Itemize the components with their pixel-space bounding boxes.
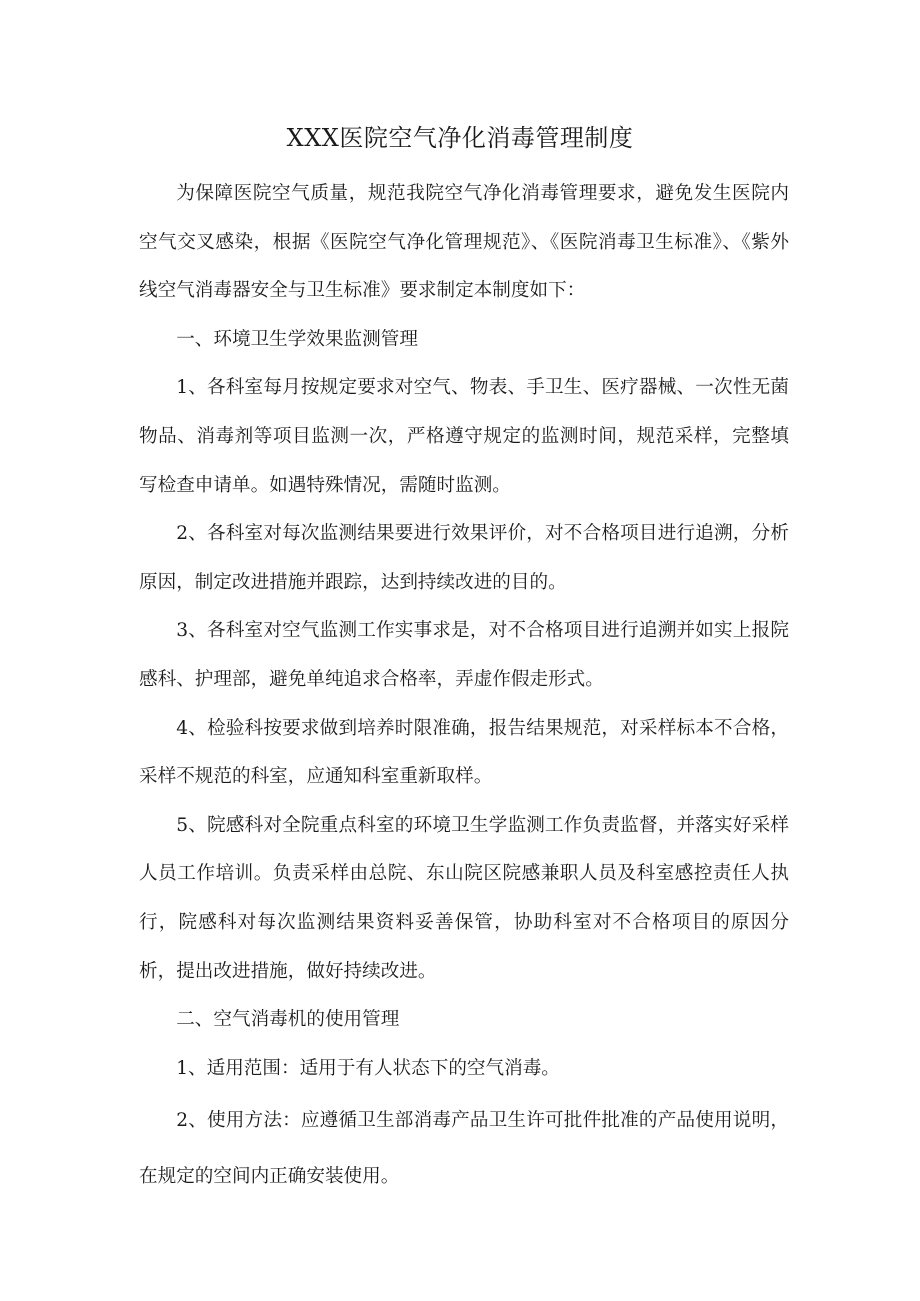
- section2-item-2: 2、使用方法：应遵循卫生部消毒产品卫生许可批件批准的产品使用说明，在规定的空间内正确安装使用。: [139, 1110, 789, 1188]
- section1-item-1: 1、各科室每月按规定要求对空气、物表、手卫生、医疗器械、一次性无菌物品、消毒剂等项目监测一次，严格遵守规定的监测时间，规范采样，完整填写检查申请单。如遇特殊情况，需随时监测。: [139, 377, 789, 496]
- section1-item-4: 4、检验科按要求做到培养时限准确，报告结果规范，对采样标本不合格，采样不规范的科室，应通知科室重新取样。: [139, 717, 789, 788]
- section1-item-5: 5、院感科对全院重点科室的环境卫生学监测工作负责监督，并落实好采样人员工作培训。负责采样由总院、东山院区院感兼职人员及科室感控责任人执行，院感科对每次监测结果资料妥善保管，协助科室对不合格项目的原因分析，提出改进措施，做好持续改进。: [139, 814, 789, 982]
- document-title: XXX医院空气净化消毒管理制度: [286, 124, 634, 152]
- section-heading-2: 二、空气消毒机的使用管理: [176, 1009, 400, 1031]
- section2-item-1: 1、适用范围：适用于有人状态下的空气消毒。: [176, 1057, 560, 1079]
- document-body: [139, 170, 789, 1205]
- section-heading-1: 一、环境卫生学效果监测管理: [176, 328, 418, 350]
- intro-paragraph: 为保障医院空气质量，规范我院空气净化消毒管理要求，避免发生医院内空气交叉感染，根据《医院空气净化管理规范》、《医院消毒卫生标准》、《紫外线空气消毒器安全与卫生标准》要求制定本制度如下：: [139, 183, 789, 302]
- section1-item-3: 3、各科室对空气监测工作实事求是，对不合格项目进行追溯并如实上报院感科、护理部，避免单纯追求合格率，弄虚作假走形式。: [139, 620, 789, 690]
- section1-item-2: 2、各科室对每次监测结果要进行效果评价，对不合格项目进行追溯，分析原因，制定改进措施并跟踪，达到持续改进的目的。: [139, 523, 789, 593]
